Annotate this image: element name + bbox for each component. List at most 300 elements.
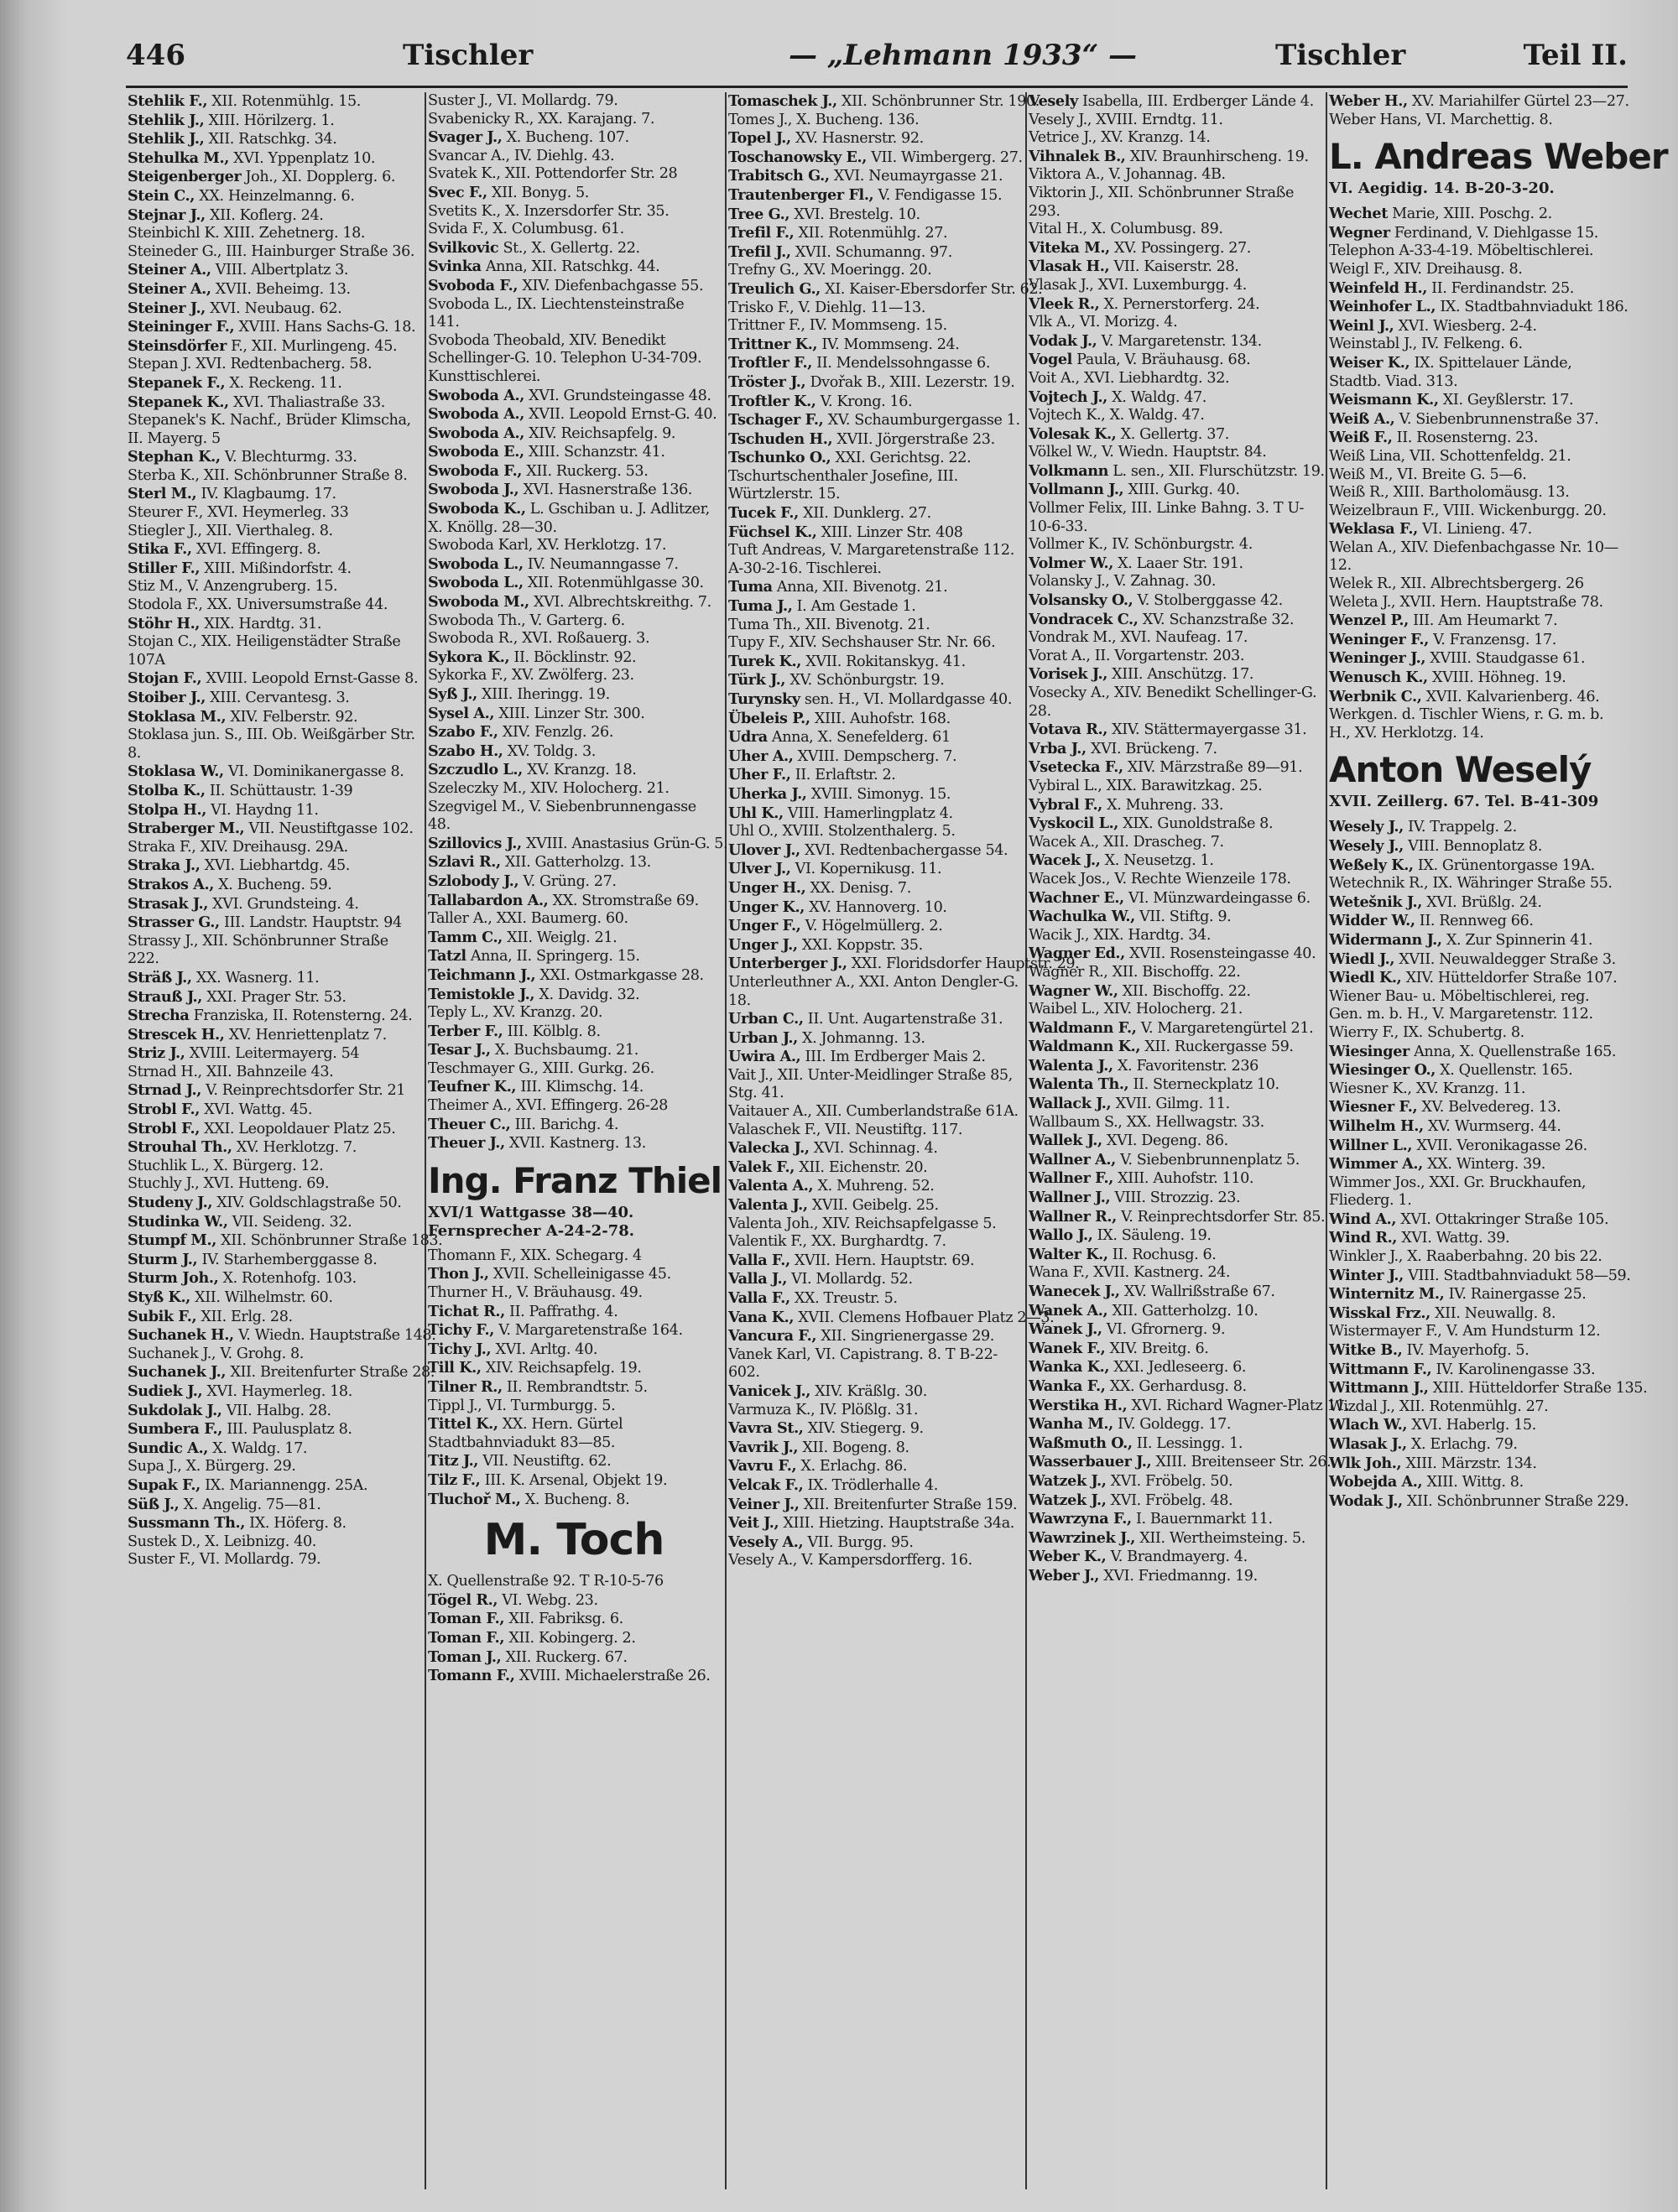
directory-entry bbox=[128, 820, 420, 839]
entry-text: V. Margaretenstraße 164. bbox=[498, 1322, 683, 1340]
entry-name: Tögel R., bbox=[428, 1590, 498, 1609]
directory-entry bbox=[728, 1439, 1020, 1458]
entry-text: X. Favoritenstr. 236 bbox=[1117, 1057, 1258, 1075]
directory-entry bbox=[128, 762, 420, 782]
entry-name: Sudiek J., bbox=[128, 1382, 203, 1400]
entry-text: XVI. Haberlg. 15. bbox=[1411, 1417, 1536, 1434]
entry-text: X. Angelig. 75—81. bbox=[183, 1496, 321, 1513]
entry-text: VII. Seideng. 32. bbox=[232, 1213, 352, 1231]
entry-name: Unterberger J., bbox=[728, 955, 847, 973]
directory-entry bbox=[1029, 1264, 1321, 1283]
entry-name: Wittmann F., bbox=[1329, 1360, 1432, 1378]
entry-text: V. Siebenbrunnenstraße 37. bbox=[1399, 410, 1599, 428]
directory-columns bbox=[126, 92, 1668, 2189]
entry-text: XVI. Hasnerstraße 136. bbox=[523, 481, 692, 499]
directory-entry bbox=[1329, 950, 1623, 970]
entry-name: Vollmann J., bbox=[1029, 481, 1124, 499]
directory-entry bbox=[1329, 1080, 1623, 1099]
directory-entry bbox=[728, 354, 1020, 373]
directory-entry bbox=[428, 1667, 720, 1686]
entry-name: Tatzl bbox=[428, 947, 466, 965]
directory-entry bbox=[728, 373, 1020, 393]
entry-name: Vsetecka F., bbox=[1029, 758, 1123, 777]
directory-entry bbox=[1029, 573, 1321, 591]
directory-entry bbox=[128, 523, 420, 541]
entry-text: Vlk A., VI. Morizg. 4. bbox=[1029, 314, 1178, 331]
entry-text: II. Rembrandtstr. 5. bbox=[506, 1379, 648, 1396]
entry-text: IV. Goldegg. 17. bbox=[1118, 1416, 1232, 1434]
entry-name: Vrba J., bbox=[1029, 739, 1087, 757]
entry-text: XVI. Neumayrgasse 21. bbox=[833, 168, 1003, 185]
entry-name: Wiedl J., bbox=[1329, 950, 1395, 968]
entry-text: Volansky J., V. Zahnag. 30. bbox=[1029, 573, 1217, 591]
directory-entry bbox=[1029, 351, 1321, 370]
directory-entry bbox=[428, 221, 720, 239]
directory-entry bbox=[1029, 1226, 1321, 1246]
entry-text: XIII. Hütteldorfer Straße 135. bbox=[1432, 1380, 1648, 1397]
entry-text: Suster J., VI. Mollardg. 79. bbox=[428, 92, 618, 109]
entry-name: Uherka J., bbox=[728, 784, 807, 803]
entry-name: Wachner E., bbox=[1029, 888, 1124, 907]
entry-text: II. Unt. Augartenstraße 31. bbox=[807, 1011, 1003, 1028]
entry-text: X. Quellenstraße 92. T R-10-5-76 bbox=[428, 1573, 664, 1590]
entry-text: XXI. Floridsdorfer Hauptstr. 29. bbox=[851, 955, 1080, 973]
entry-text: IX. Mariannengg. 25A. bbox=[205, 1476, 368, 1494]
entry-text: Swoboda Th., V. Garterg. 6. bbox=[428, 612, 625, 629]
directory-entry bbox=[428, 986, 720, 1005]
entry-text: XIII. Gurkg. 40. bbox=[1128, 481, 1240, 499]
entry-text: XV. Toldg. 3. bbox=[507, 742, 596, 760]
entry-name: Vybral F., bbox=[1029, 795, 1102, 814]
directory-entry bbox=[1029, 982, 1321, 1002]
directory-entry bbox=[1029, 388, 1321, 408]
directory-entry bbox=[128, 689, 420, 708]
entry-text: X. Waldg. 47. bbox=[1112, 388, 1206, 406]
entry-text: XII. Koflerg. 24. bbox=[210, 206, 324, 224]
directory-entry bbox=[728, 1346, 1020, 1382]
directory-entry bbox=[1029, 461, 1325, 481]
directory-entry bbox=[728, 898, 1020, 918]
directory-entry bbox=[428, 165, 720, 184]
directory-entry bbox=[428, 685, 720, 705]
entry-name: Weismann K., bbox=[1329, 391, 1439, 409]
entry-text: II. Böcklinstr. 92. bbox=[513, 648, 637, 666]
entry-text: Sustek D., X. Leibnizg. 40. bbox=[128, 1533, 316, 1550]
entry-name: Weninger F., bbox=[1329, 630, 1429, 648]
directory-entry bbox=[1029, 1019, 1321, 1038]
entry-name: Sturm J., bbox=[128, 1250, 198, 1268]
directory-entry bbox=[728, 1010, 1020, 1029]
entry-text: Trisko F., V. Diehlg. 11—13. bbox=[728, 299, 926, 316]
page-header bbox=[126, 34, 1628, 79]
directory-entry bbox=[1029, 370, 1321, 388]
entry-name: Vojtech J., bbox=[1029, 388, 1107, 406]
entry-text: XII. Gatterholzg. 10. bbox=[1112, 1302, 1258, 1319]
entry-name: Wanka F., bbox=[1029, 1377, 1106, 1395]
directory-entry bbox=[1329, 205, 1623, 224]
directory-entry bbox=[128, 1496, 420, 1515]
entry-name: Watzek J., bbox=[1029, 1491, 1107, 1509]
directory-entry bbox=[1029, 332, 1321, 351]
directory-entry bbox=[428, 1397, 720, 1416]
entry-name: Wimmer A., bbox=[1329, 1155, 1423, 1174]
entry-name: Vavrik J., bbox=[728, 1438, 799, 1456]
entry-name: Widder W., bbox=[1329, 912, 1415, 930]
entry-text: Steurer F., XVI. Heymerleg. 33 bbox=[128, 504, 349, 522]
entry-name: Stoklasa W., bbox=[128, 762, 224, 781]
entry-text: Valenta Joh., XIV. Reichsapfelgasse 5. bbox=[728, 1215, 997, 1232]
entry-text: XIV. Hütteldorfer Straße 107. bbox=[1405, 970, 1618, 987]
entry-name: Tamm C., bbox=[428, 928, 503, 946]
entry-text: Vanek Karl, VI. Capistrang. 8. T B-22-602. bbox=[728, 1345, 998, 1382]
entry-name: Werstika H., bbox=[1029, 1396, 1128, 1414]
entry-text: IV. Mommseng. 24. bbox=[821, 336, 960, 353]
directory-entry bbox=[428, 723, 720, 742]
entry-name: Svager J., bbox=[428, 128, 503, 147]
directory-entry bbox=[728, 112, 1020, 130]
entry-name: Sukdolak J., bbox=[128, 1401, 222, 1419]
directory-entry bbox=[1029, 1001, 1321, 1019]
entry-text: Anna, XII. Ratschkg. 44. bbox=[485, 258, 660, 276]
entry-text: II. Paffrathg. 4. bbox=[509, 1303, 618, 1320]
entry-text: Svancar A., IV. Diehlg. 43. bbox=[428, 147, 615, 164]
directory-entry bbox=[128, 615, 420, 634]
directory-entry bbox=[428, 929, 720, 948]
directory-entry bbox=[128, 130, 420, 149]
directory-entry bbox=[128, 560, 420, 579]
entry-text: X. Bucheng. 107. bbox=[506, 129, 629, 147]
entry-name: Wanecek J., bbox=[1029, 1283, 1120, 1300]
directory-entry bbox=[428, 111, 720, 129]
column-2 bbox=[426, 92, 727, 2189]
entry-text: Wacek Jos., V. Rechte Wienzeile 178. bbox=[1029, 870, 1291, 887]
directory-entry bbox=[728, 690, 1020, 710]
entry-text: III. Im Erdberger Mais 2. bbox=[805, 1049, 986, 1066]
entry-text: V. Margaretengürtel 21. bbox=[1140, 1019, 1314, 1037]
entry-name: Witke B., bbox=[1329, 1341, 1403, 1360]
entry-name: Treulich G., bbox=[728, 279, 821, 298]
directory-entry bbox=[1029, 258, 1321, 277]
directory-entry bbox=[1329, 317, 1623, 336]
entry-text: XX. Stromstraße 69. bbox=[552, 892, 699, 909]
entry-text: X. Muhreng. 33. bbox=[1107, 796, 1224, 814]
entry-name: Tomann F., bbox=[428, 1667, 515, 1685]
entry-text: Stepan J. XVI. Redtenbacherg. 58. bbox=[128, 356, 373, 373]
entry-text: VI. Haydng 11. bbox=[211, 801, 319, 819]
entry-text: Joh., XI. Dopplerg. 6. bbox=[245, 169, 396, 186]
directory-entry bbox=[728, 1270, 1020, 1289]
entry-name: Tschuden H., bbox=[728, 429, 833, 448]
entry-text: II. Mendelssohngasse 6. bbox=[816, 355, 991, 372]
entry-name: Tree G., bbox=[728, 205, 790, 223]
entry-text: VII. Kaiserstr. 28. bbox=[1113, 258, 1239, 276]
entry-text: XI. Geyßlerstr. 17. bbox=[1442, 392, 1574, 409]
directory-entry bbox=[1029, 1207, 1326, 1227]
entry-name: Strnad J., bbox=[128, 1081, 201, 1100]
directory-entry bbox=[728, 262, 1020, 280]
directory-entry bbox=[428, 648, 720, 668]
directory-entry bbox=[728, 617, 1020, 635]
entry-text: Wiener Bau- u. Möbeltischlerei, reg. Gen. m. b. H., V. Margaretenstr. 112. bbox=[1329, 987, 1593, 1023]
entry-text: Szeleczky M., XIV. Holocherg. 21. bbox=[428, 779, 670, 797]
header-rule bbox=[126, 86, 1628, 88]
entry-text: XVI. Wattg. 45. bbox=[204, 1101, 313, 1119]
entry-text: XVIII. Hans Sachs-G. 18. bbox=[238, 319, 416, 336]
entry-name: Studeny J., bbox=[128, 1194, 213, 1212]
entry-name: Stoklasa M., bbox=[128, 707, 227, 726]
entry-text: VII. Wimbergerg. 27. bbox=[871, 148, 1023, 166]
directory-entry bbox=[1329, 931, 1623, 950]
entry-text: XXI. Jedleseerg. 6. bbox=[1113, 1359, 1247, 1377]
entry-text: Szegvigel M., V. Siebenbrunnengasse 48. bbox=[428, 798, 696, 834]
directory-entry bbox=[1329, 1061, 1623, 1080]
entry-text: VII. Halbg. 28. bbox=[226, 1402, 331, 1419]
entry-text: X. Erlachg. 86. bbox=[800, 1458, 908, 1476]
entry-name: Theuer C., bbox=[428, 1115, 511, 1133]
entry-text: Tomes J., X. Bucheng. 136. bbox=[728, 111, 920, 128]
entry-text: XVII. Rosensteingasse 40. bbox=[1129, 945, 1316, 963]
entry-text: Wetechnik R., IX. Währinger Straße 55. bbox=[1329, 875, 1613, 893]
entry-name: Swoboda L., bbox=[428, 554, 524, 573]
entry-text: XV. Schönburgstr. 19. bbox=[789, 672, 945, 690]
entry-name: Turek K., bbox=[728, 652, 801, 670]
entry-name: Wanek J., bbox=[1029, 1320, 1102, 1339]
entry-text: Vlasak J., XVI. Luxemburgg. 4. bbox=[1029, 276, 1247, 294]
entry-text: VIII. Hamerlingplatz 4. bbox=[787, 804, 953, 822]
entry-name: Uwira A., bbox=[728, 1048, 801, 1066]
entry-text: IX. Spittelauer Lände, Stadtb. Viad. 313. bbox=[1329, 354, 1572, 390]
entry-name: Troftler K., bbox=[728, 392, 816, 410]
entry-name: Trefil F., bbox=[728, 224, 795, 242]
directory-entry bbox=[428, 593, 720, 612]
directory-entry bbox=[728, 785, 1020, 804]
entry-name: Wesely J., bbox=[1329, 837, 1404, 855]
entry-text: Unterleuthner A., XXI. Anton Dengler-G. 18. bbox=[728, 973, 1019, 1009]
entry-name: Trittner K., bbox=[728, 335, 818, 353]
entry-name: Toman F., bbox=[428, 1610, 505, 1628]
entry-name: Weinl J., bbox=[1329, 316, 1394, 335]
entry-text: V. Blechturmg. 33. bbox=[224, 449, 357, 466]
directory-entry bbox=[728, 1327, 1020, 1346]
entry-text: Viktora A., V. Johannag. 4B. bbox=[1029, 166, 1226, 184]
entry-text: VI. Dominikanergasse 8. bbox=[227, 763, 404, 781]
entry-text: XV. Schanzstraße 32. bbox=[1142, 611, 1295, 628]
directory-entry bbox=[728, 1139, 1020, 1158]
entry-name: Tuma J., bbox=[728, 597, 793, 616]
entry-name: Vana K., bbox=[728, 1308, 795, 1326]
entry-text: XVII. Leopold Ernst-G. 40. bbox=[529, 406, 717, 424]
entry-text: XV. Mariahilfer Gürtel 23—27. bbox=[1411, 93, 1629, 110]
entry-text: Suster F., VI. Mollardg. 79. bbox=[128, 1551, 321, 1569]
entry-name: Swoboda A., bbox=[428, 424, 524, 442]
entry-text: Wiesner K., XV. Kranzg. 11. bbox=[1329, 1080, 1526, 1097]
entry-text: XVII. Schelleinigasse 45. bbox=[492, 1266, 671, 1283]
entry-text: X. Erlachg. 79. bbox=[1410, 1436, 1518, 1453]
directory-entry bbox=[1029, 908, 1321, 927]
entry-name: Szabo H., bbox=[428, 742, 503, 760]
directory-entry bbox=[728, 1419, 1020, 1439]
directory-entry bbox=[128, 412, 420, 448]
entry-text: XIII. Mißindorfstr. 4. bbox=[204, 560, 352, 577]
directory-entry bbox=[728, 1158, 1020, 1178]
entry-text: Winkler J., X. Raaberbahng. 20 bis 22. bbox=[1329, 1248, 1602, 1266]
directory-entry bbox=[1029, 239, 1321, 258]
entry-name: Waldmann F., bbox=[1029, 1018, 1137, 1037]
directory-entry bbox=[1329, 112, 1623, 130]
entry-text: Steinbichl K. XIII. Zehetnerg. 18. bbox=[128, 225, 366, 242]
entry-name: Ulver J., bbox=[728, 860, 791, 878]
directory-entry bbox=[1329, 969, 1623, 988]
directory-entry bbox=[128, 596, 420, 615]
entry-text: XII. Wertheimsteing. 5. bbox=[1139, 1529, 1305, 1547]
entry-text: Vosecky A., XIV. Benedikt Schellinger-G. 28. bbox=[1029, 684, 1317, 720]
entry-text: X. Laaer Str. 191. bbox=[1118, 554, 1243, 572]
entry-text: X. Waldg. 17. bbox=[212, 1439, 308, 1457]
directory-entry bbox=[1029, 1510, 1321, 1529]
entry-text: Taller A., XXI. Baumerg. 60. bbox=[428, 910, 628, 928]
entry-name: Wobejda A., bbox=[1329, 1473, 1423, 1491]
entry-name: Wenusch K., bbox=[1329, 669, 1428, 687]
entry-name: Szabo F., bbox=[428, 723, 498, 742]
entry-name: Terber F., bbox=[428, 1022, 503, 1040]
directory-entry bbox=[1329, 1174, 1623, 1210]
entry-text: V. Franzensg. 17. bbox=[1433, 631, 1556, 648]
entry-name: Walenta J., bbox=[1029, 1056, 1113, 1075]
entry-text: XIX. Hardtg. 31. bbox=[204, 615, 322, 632]
directory-entry bbox=[1329, 575, 1623, 594]
entry-text: XIX. Gunoldstraße 8. bbox=[1123, 815, 1274, 833]
directory-entry bbox=[428, 1265, 720, 1284]
entry-name: Wallek J., bbox=[1029, 1132, 1102, 1150]
entry-name: Wiesner F., bbox=[1329, 1098, 1418, 1116]
entry-text: Swoboda Karl, XV. Herklotzg. 17. bbox=[428, 537, 667, 554]
entry-name: Wallo J., bbox=[1029, 1226, 1093, 1245]
directory-entry bbox=[1329, 224, 1623, 261]
directory-entry bbox=[1029, 871, 1321, 889]
entry-text: XII. Schönbrunner Straße 229. bbox=[1406, 1492, 1629, 1510]
directory-entry bbox=[128, 1194, 420, 1213]
directory-entry bbox=[428, 443, 720, 462]
entry-text: XIII. Linzer Str. 300. bbox=[498, 705, 645, 722]
directory-entry bbox=[428, 1610, 720, 1629]
directory-entry bbox=[1029, 481, 1321, 500]
entry-name: Steinsdörfer bbox=[128, 336, 227, 355]
entry-name: Svoboda F., bbox=[428, 276, 519, 294]
entry-name: Trabitsch G., bbox=[728, 167, 830, 185]
entry-name: Veit J., bbox=[728, 1514, 779, 1533]
directory-entry bbox=[128, 92, 420, 112]
directory-entry bbox=[728, 129, 1020, 148]
directory-entry bbox=[428, 742, 720, 762]
directory-entry bbox=[1329, 298, 1628, 317]
directory-entry bbox=[128, 225, 420, 243]
entry-text: IX. Säuleng. 19. bbox=[1097, 1227, 1212, 1245]
directory-entry bbox=[128, 187, 420, 206]
entry-text: XIV. Fenzlg. 26. bbox=[502, 724, 614, 742]
entry-name: Strescek H., bbox=[128, 1025, 225, 1044]
entry-text: XIV. Stiegerg. 9. bbox=[807, 1420, 924, 1438]
directory-entry bbox=[128, 1476, 420, 1496]
entry-text: XII. Gatterholzg. 13. bbox=[504, 854, 651, 872]
entry-name: Vyskocil L., bbox=[1029, 815, 1119, 833]
entry-name: Tichy F., bbox=[428, 1321, 494, 1340]
directory-entry bbox=[1029, 927, 1321, 945]
entry-name: Walter K., bbox=[1029, 1245, 1108, 1263]
directory-entry bbox=[128, 1326, 436, 1345]
entry-text: X. Rotenhofg. 103. bbox=[222, 1270, 357, 1288]
directory-entry bbox=[1029, 740, 1321, 759]
directory-entry bbox=[728, 243, 1020, 263]
entry-text: Svatek K., XII. Pottendorfer Str. 28 bbox=[428, 165, 678, 183]
directory-entry bbox=[128, 540, 420, 560]
directory-entry bbox=[1029, 92, 1321, 112]
directory-entry bbox=[128, 1026, 420, 1045]
entry-name: Stoiber J., bbox=[128, 689, 206, 706]
directory-entry bbox=[128, 356, 420, 374]
entry-name: Widermann J., bbox=[1329, 930, 1442, 949]
entry-text: XVI. Thaliastraße 33. bbox=[232, 393, 385, 411]
directory-entry bbox=[1029, 665, 1321, 684]
entry-name: Tröster J., bbox=[728, 372, 806, 391]
entry-text: XV. Hasnerstr. 92. bbox=[795, 130, 924, 148]
directory-entry bbox=[428, 184, 720, 203]
entry-text: XVI. Richard Wagner-Platz 11. bbox=[1131, 1397, 1350, 1414]
entry-text: XX. Hern. Gürtel Stadtbahnviadukt 83—85. bbox=[428, 1416, 623, 1451]
entry-text: XII. Bogeng. 8. bbox=[802, 1439, 909, 1456]
directory-entry bbox=[128, 1458, 420, 1476]
directory-entry bbox=[128, 578, 420, 596]
directory-entry bbox=[128, 280, 420, 299]
directory-entry bbox=[728, 841, 1020, 861]
entry-name: Sumbera F., bbox=[128, 1420, 222, 1439]
entry-text: Stiz M., V. Anzengruberg. 15. bbox=[128, 578, 338, 596]
entry-text: Theimer A., XVI. Effingerg. 26-28 bbox=[428, 1097, 668, 1115]
entry-name: Wlach W., bbox=[1329, 1416, 1408, 1434]
entry-text: XVII. Schumanng. 97. bbox=[795, 243, 952, 261]
entry-text: V. Krong. 16. bbox=[820, 393, 913, 410]
directory-entry bbox=[428, 892, 720, 911]
entry-name: Tomaschek J., bbox=[728, 92, 837, 110]
entry-name: Tluchoř M., bbox=[428, 1490, 521, 1508]
directory-entry bbox=[1329, 520, 1623, 539]
entry-text: XVI. Neubaug. 62. bbox=[210, 299, 342, 317]
entry-text: V. Wiedn. Hauptstraße 148. bbox=[237, 1327, 436, 1345]
entry-text: XVI. Redtenbachergasse 54. bbox=[804, 841, 1008, 859]
directory-entry bbox=[1329, 484, 1623, 502]
entry-text: XVI. Albrechtskreithg. 7. bbox=[533, 594, 711, 612]
entry-text: Wistermayer F., V. Am Hundsturm 12. bbox=[1329, 1323, 1601, 1340]
directory-entry bbox=[728, 299, 1020, 318]
entry-text: XII. Ruckerg. 53. bbox=[526, 462, 649, 480]
directory-entry bbox=[128, 337, 420, 357]
directory-entry bbox=[728, 653, 1020, 672]
directory-entry bbox=[128, 801, 420, 820]
directory-entry bbox=[128, 1551, 420, 1569]
entry-name: Udra bbox=[728, 728, 768, 747]
directory-entry bbox=[1029, 629, 1321, 648]
entry-name: Vancura F., bbox=[728, 1327, 817, 1345]
entry-name: Stejnar J., bbox=[128, 206, 206, 224]
entry-text: Ferdinand, V. Diehlgasse 15. Telephon A-33-4-19. Möbeltischlerei. bbox=[1329, 224, 1598, 260]
entry-name: Szczudlo L., bbox=[428, 761, 523, 779]
entry-text: IX. Stadtbahnviadukt 186. bbox=[1440, 299, 1628, 316]
entry-text: VI. Gfrornerg. 9. bbox=[1106, 1321, 1226, 1339]
entry-text: Vetrice J., XV. Kranzg. 14. bbox=[1029, 129, 1211, 147]
column-4 bbox=[1027, 92, 1350, 2189]
entry-text: XVII. Beheimg. 13. bbox=[215, 280, 351, 298]
entry-name: Valecka J., bbox=[728, 1139, 810, 1158]
entry-name: Valla J., bbox=[728, 1270, 787, 1288]
